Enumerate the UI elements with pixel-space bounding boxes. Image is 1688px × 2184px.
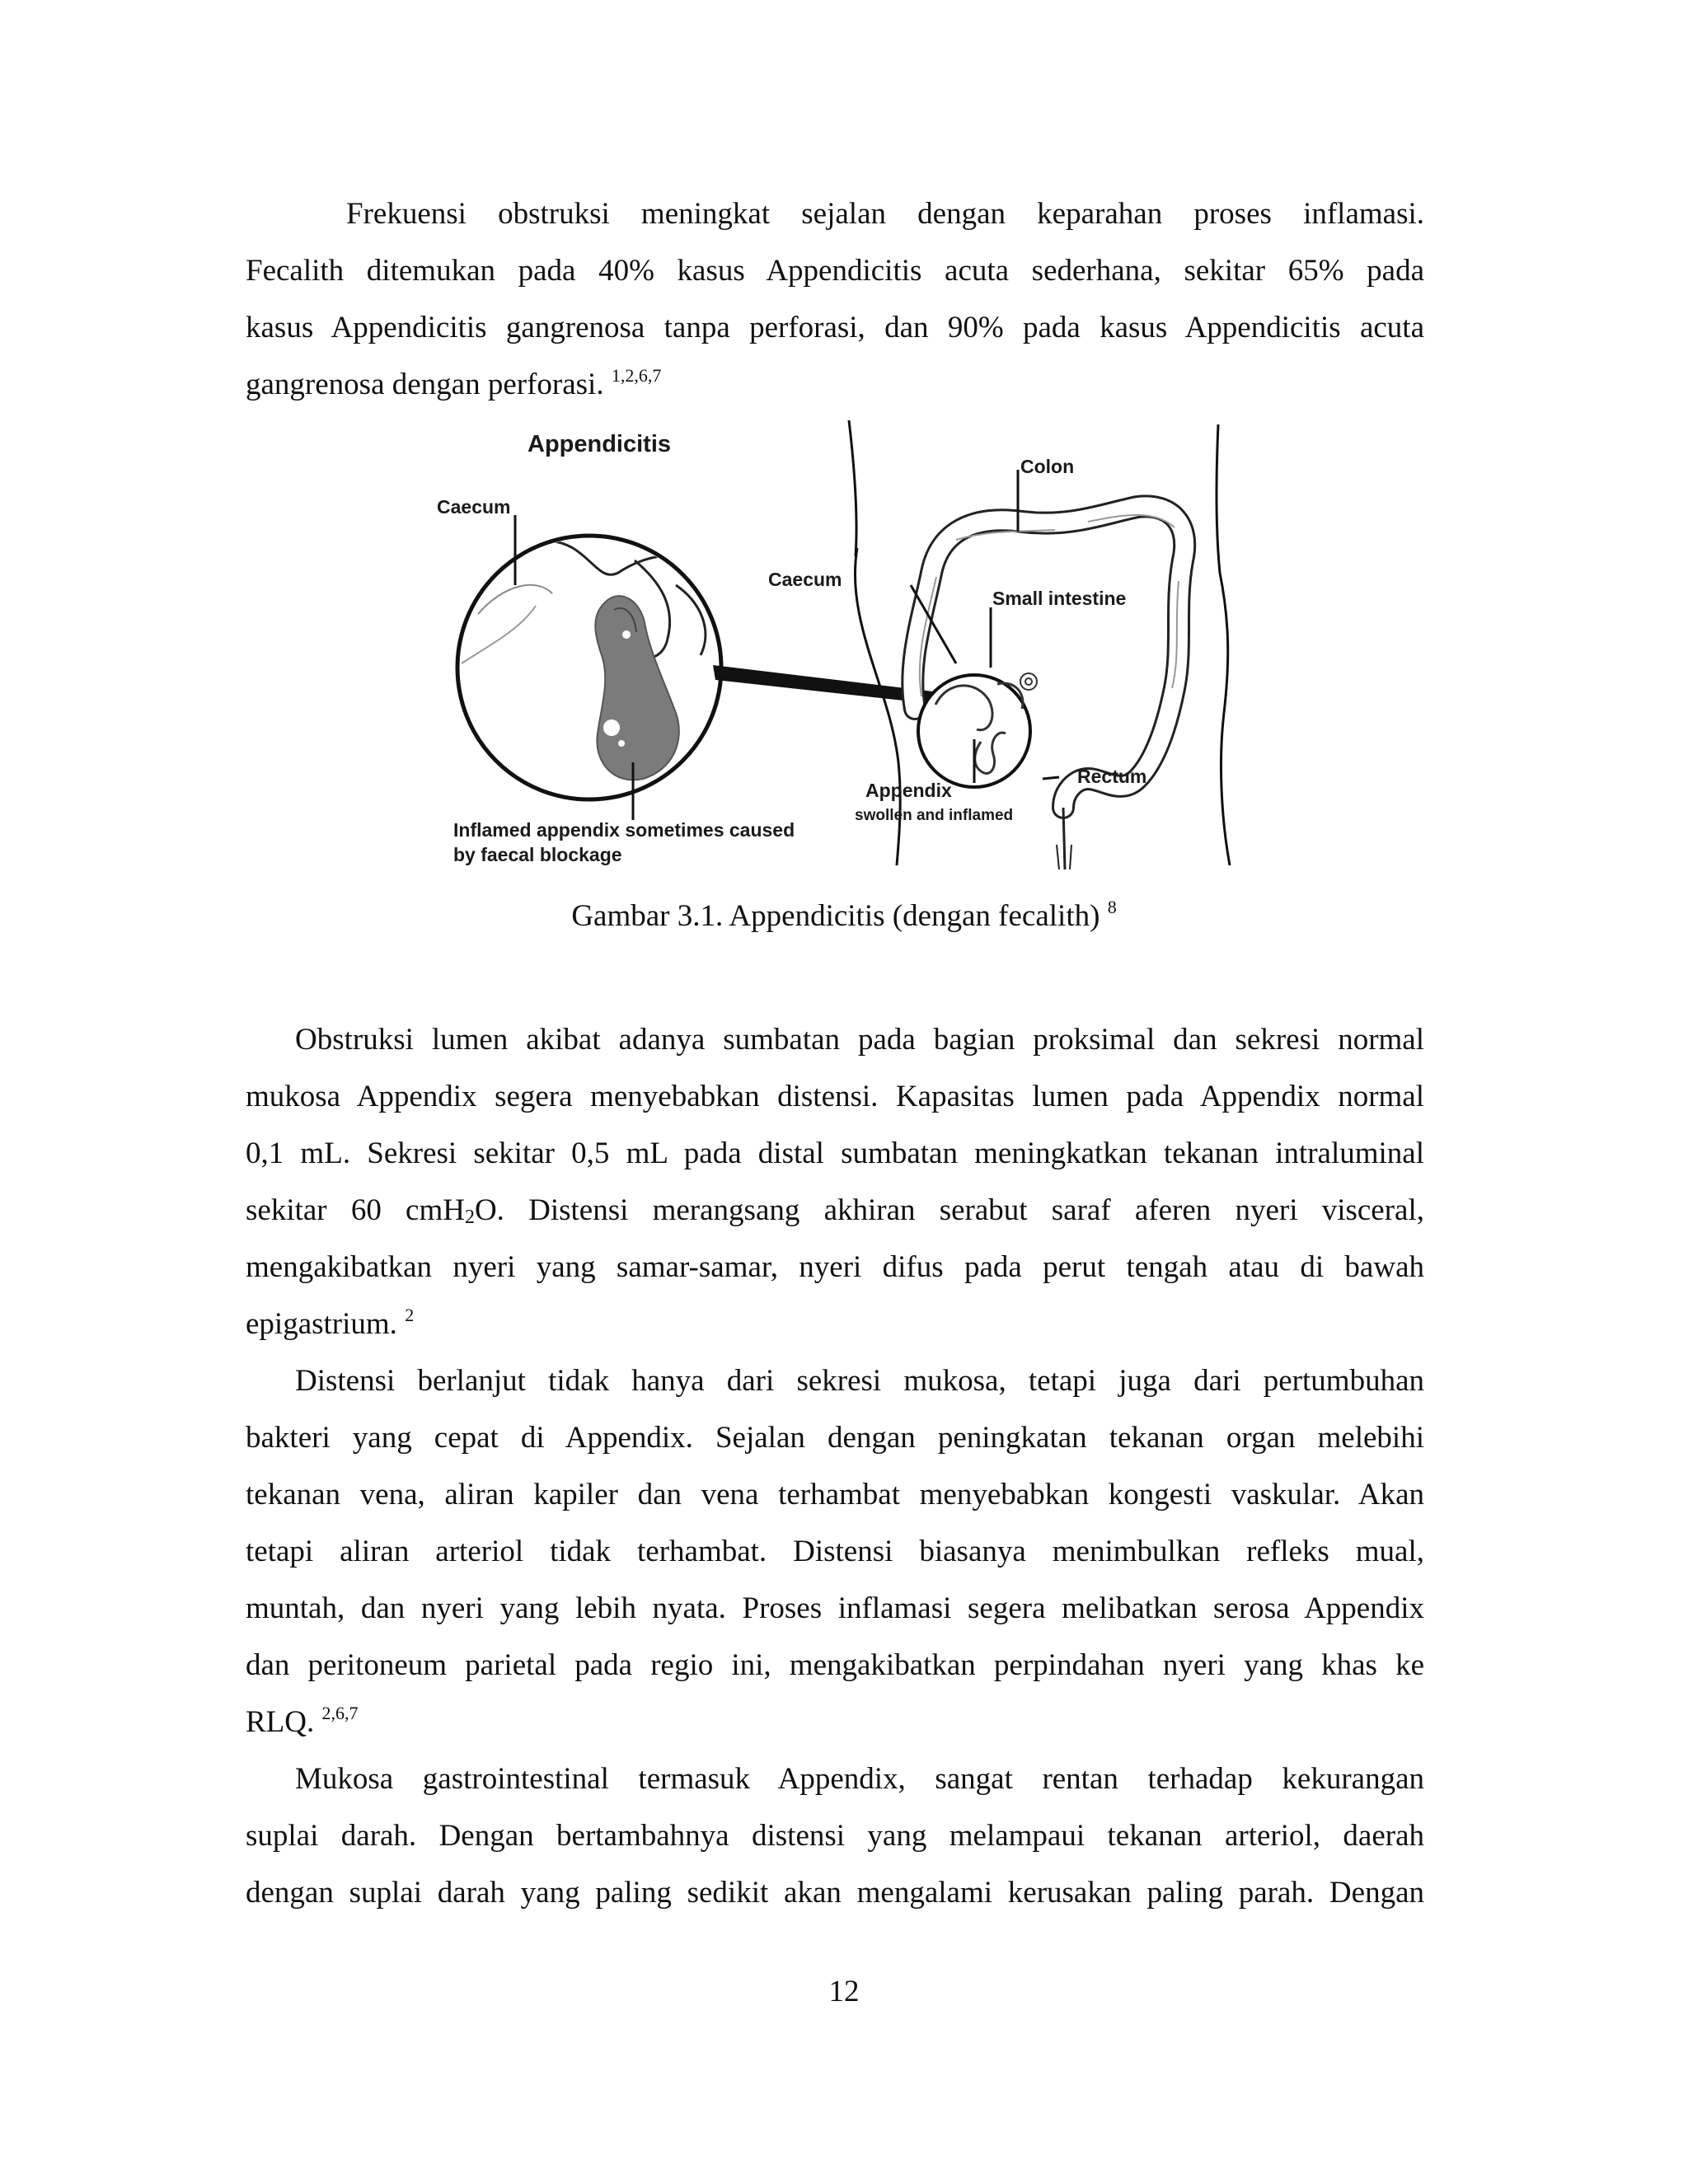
text-line: tekanan vena, aliran kapiler dan vena terhambat menyebabkan kongesti vaskular. Akan	[246, 1478, 1424, 1511]
text-fragment: sekitar 60 cmH	[246, 1193, 465, 1227]
label-appendix-note: swollen and inflamed	[855, 807, 1014, 824]
reference-superscript: 1,2,6,7	[611, 365, 662, 386]
paragraph-4	[246, 1750, 1424, 1921]
text-line: Distensi berlanjut tidak hanya dari sekresi mukosa, tetapi juga dari pertumbuhan	[295, 1364, 1424, 1398]
label-caecum-right: Caecum	[768, 569, 842, 590]
text-line: Mukosa gastrointestinal termasuk Appendix, sangat rentan terhadap kekurangan	[295, 1762, 1424, 1796]
label-inflamed-line2: by faecal blockage	[453, 844, 622, 865]
text-line: mukosa Appendix segera menyebabkan distensi. Kapasitas lumen pada Appendix normal	[246, 1080, 1424, 1113]
text-line: Obstruksi lumen akibat adanya sumbatan pada bagian proksimal dan sekresi normal	[295, 1023, 1424, 1057]
text-line: mengakibatkan nyeri yang samar-samar, nyeri difus pada perut tengah atau di bawah	[246, 1250, 1424, 1284]
text-line	[246, 356, 1424, 413]
text-line: muntah, dan nyeri yang lebih nyata. Proses inflamasi segera melibatkan serosa Appendix	[246, 1591, 1424, 1625]
reference-superscript: 8	[1107, 897, 1117, 917]
label-colon: Colon	[1020, 456, 1075, 477]
reference-superscript: 2,6,7	[321, 1703, 359, 1723]
paragraph-3	[246, 1352, 1424, 1750]
text-line: suplai darah. Dengan bertambahnya distensi yang melampaui tekanan arteriol, daerah	[246, 1819, 1424, 1853]
text-fragment: RLQ.	[246, 1705, 315, 1739]
text-line	[246, 1694, 1424, 1750]
page-number: 12	[828, 1975, 860, 2008]
text-line: dan peritoneum parietal pada regio ini, mengakibatkan perpindahan nyeri yang khas ke	[246, 1648, 1424, 1682]
text-fragment: gangrenosa dengan perforasi.	[246, 368, 604, 401]
text-line: dengan suplai darah yang paling sedikit akan mengalami kerusakan paling parah. Dengan	[246, 1876, 1424, 1910]
caption-text: Gambar 3.1. Appendicitis (dengan fecalith)	[571, 899, 1100, 933]
label-small-intestine: Small intestine	[992, 588, 1127, 609]
text-line: Frekuensi obstruksi meningkat sejalan dengan keparahan proses inflamasi.	[346, 197, 1424, 231]
text-line: Fecalith ditemukan pada 40% kasus Appendicitis acuta sederhana, sekitar 65% pada	[246, 254, 1424, 288]
text-line: kasus Appendicitis gangrenosa tanpa perforasi, dan 90% pada kasus Appendicitis acuta	[246, 311, 1424, 344]
label-appendix: Appendix	[865, 780, 952, 801]
text-line	[246, 1182, 1424, 1239]
appendix-region-circle	[918, 673, 1037, 787]
reference-superscript: 2	[405, 1305, 415, 1325]
text-line: bakteri yang cepat di Appendix. Sejalan dengan peningkatan tekanan organ melebihi	[246, 1421, 1424, 1455]
text-line: 0,1 mL. Sekresi sekitar 0,5 mL pada distal sumbatan meningkatkan tekanan intraluminal	[246, 1137, 1424, 1170]
label-inflamed-line1: Inflamed appendix sometimes caused	[453, 819, 795, 841]
figure-title: Appendicitis	[528, 431, 672, 457]
paragraph-2	[246, 1011, 1424, 1352]
appendicitis-illustration	[429, 416, 1253, 869]
text-line	[246, 1296, 1424, 1352]
figure-caption	[0, 898, 1688, 934]
label-caecum-left: Caecum	[437, 496, 511, 518]
subscript: 2	[464, 1207, 475, 1228]
text-fragment: O. Distensi merangsang akhiran serabut saraf aferen nyeri visceral,	[474, 1193, 1424, 1227]
text-line: tetapi aliran arteriol tidak terhambat. Distensi biasanya menimbulkan refleks mual,	[246, 1535, 1424, 1568]
appendicitis-figure	[429, 416, 1253, 869]
paragraph-1	[246, 185, 1424, 413]
magnified-circle	[457, 536, 721, 799]
text-fragment: epigastrium.	[246, 1307, 397, 1341]
label-rectum: Rectum	[1077, 766, 1147, 787]
